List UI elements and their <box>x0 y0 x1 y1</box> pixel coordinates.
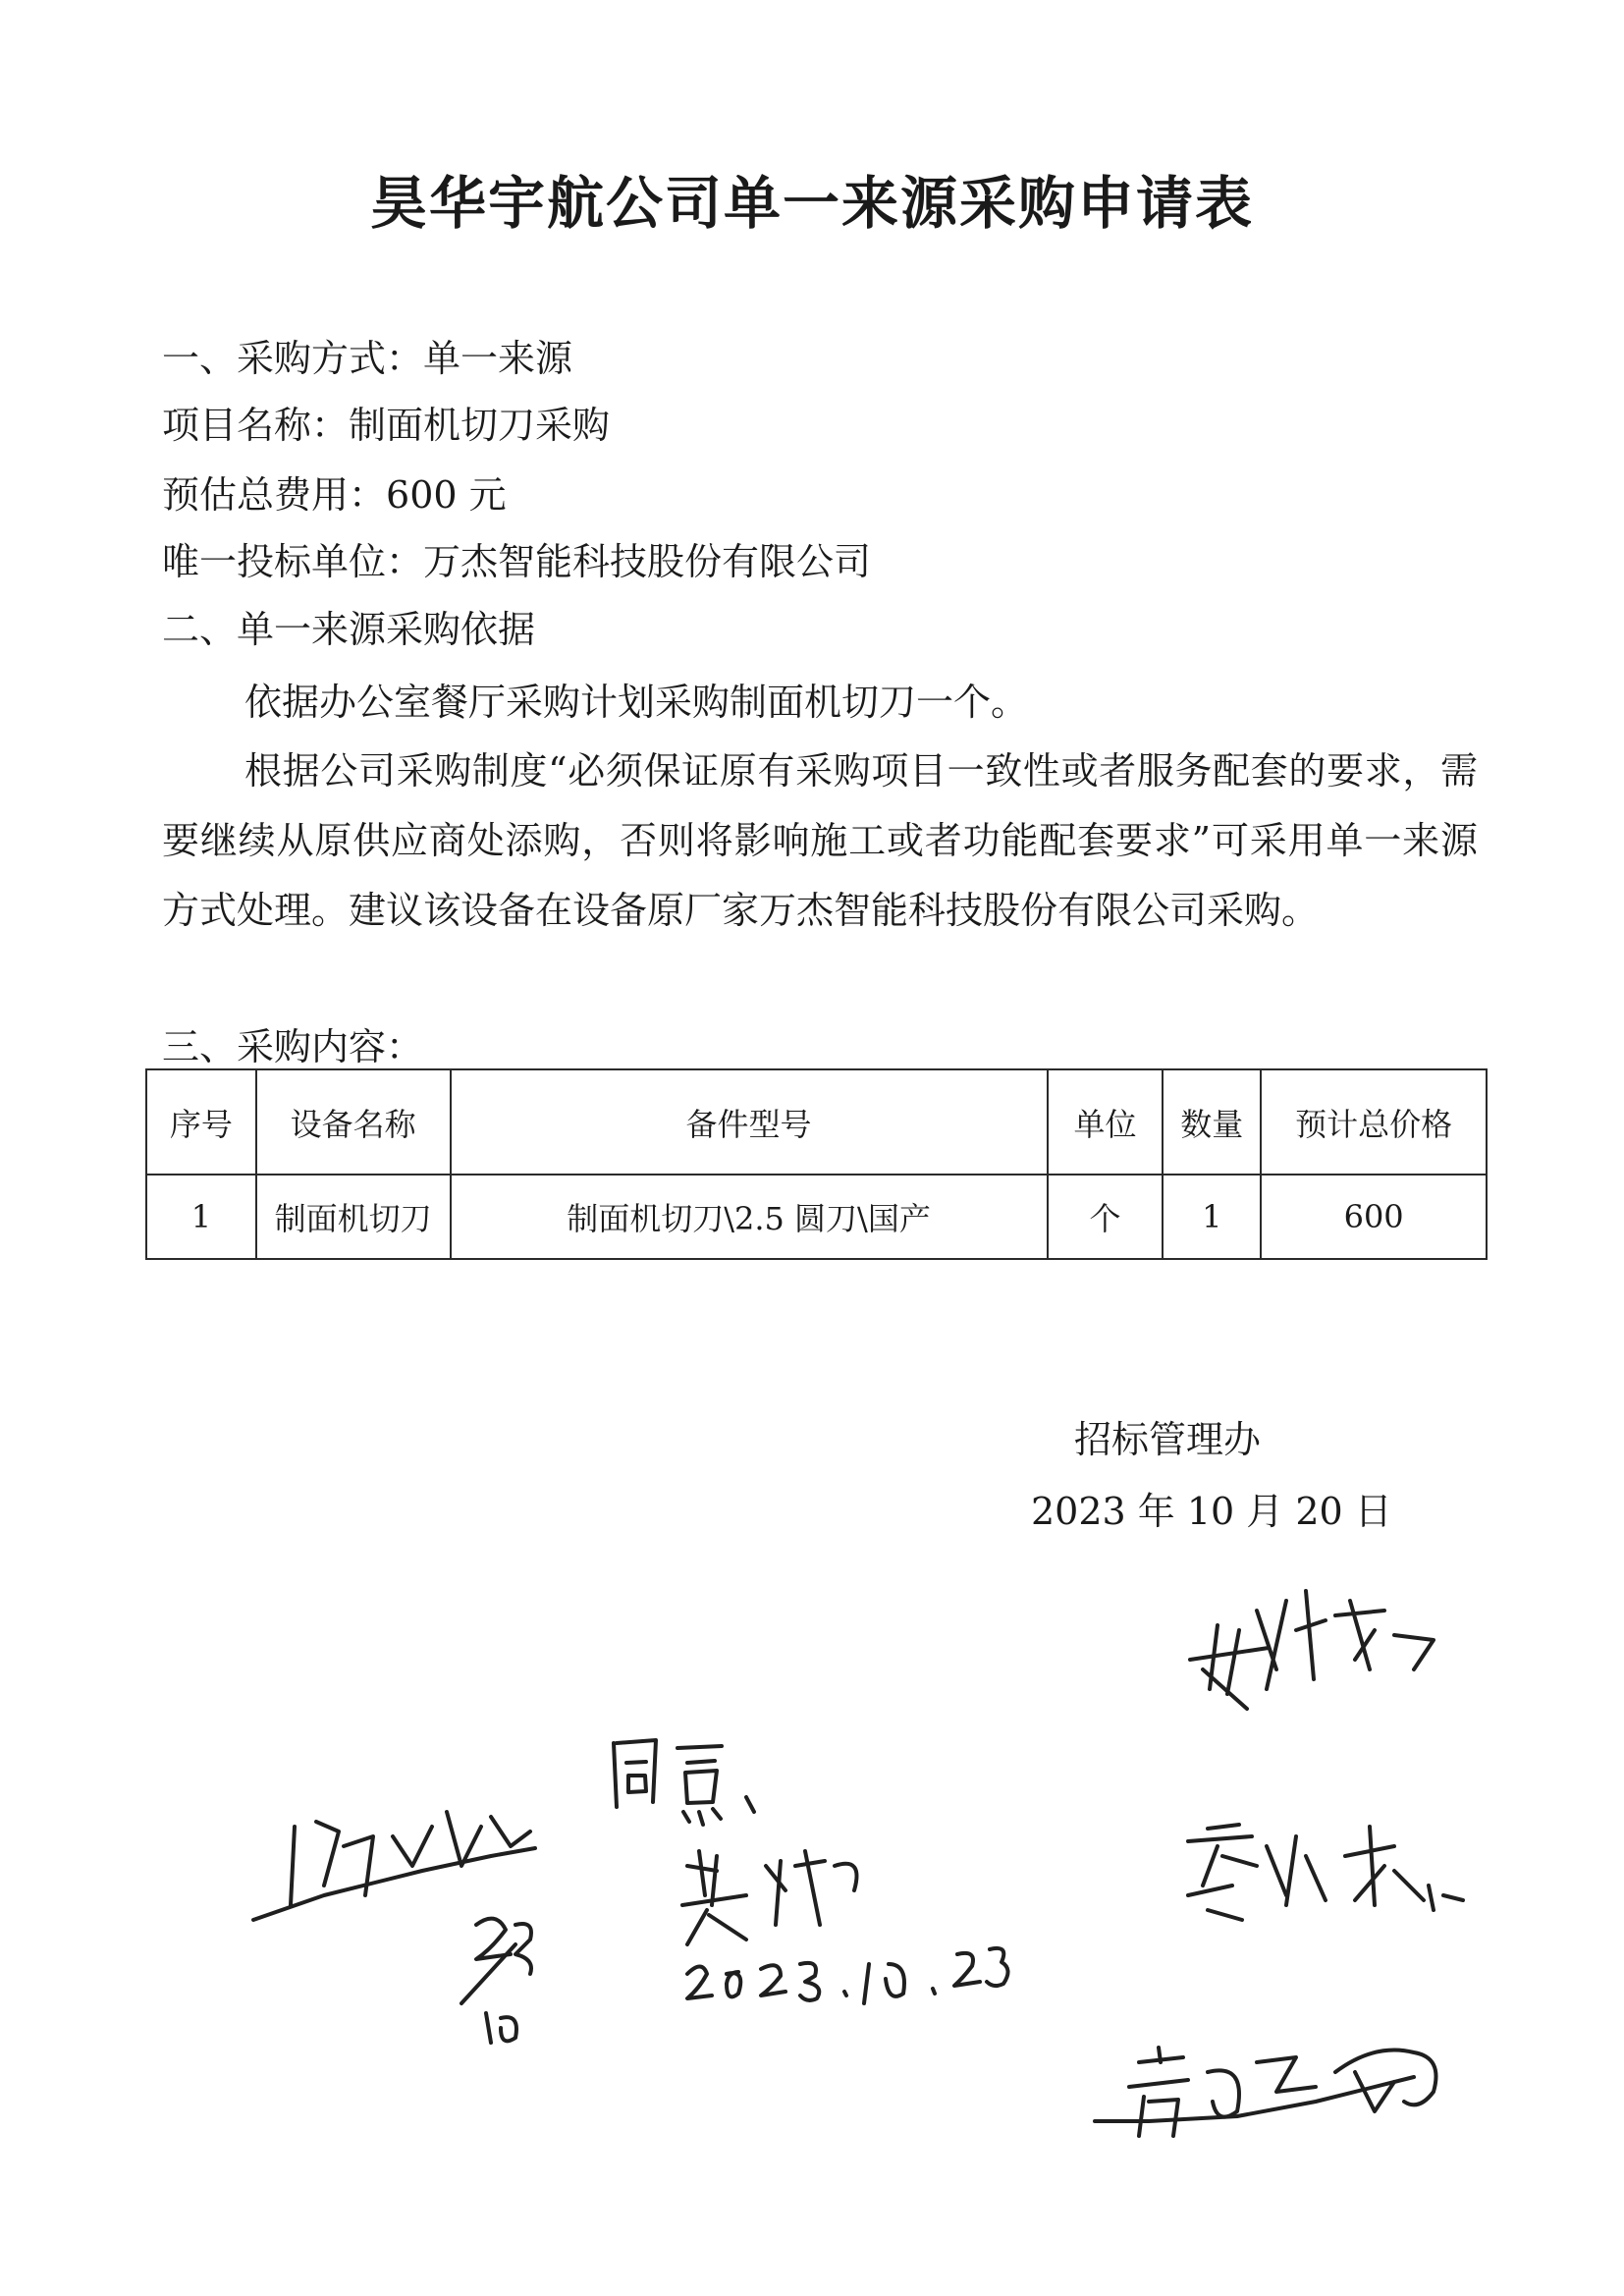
document-title: 昊华宇航公司单一来源采购申请表 <box>369 170 1254 237</box>
header-cell: 备件型号 <box>451 1069 1048 1175</box>
signature-top-right <box>1190 1591 1434 1709</box>
table-cell: 1 <box>146 1175 256 1259</box>
signature-right-middle <box>1188 1825 1463 1920</box>
sole-bidder-label: 唯一投标单位： <box>162 540 424 583</box>
signature-bottom-right <box>1095 2048 1436 2136</box>
issuing-office: 招标管理办 <box>1074 1418 1262 1461</box>
header-cell: 单位 <box>1048 1069 1164 1175</box>
header-cell: 预计总价格 <box>1261 1069 1487 1175</box>
table-header-row <box>146 1069 1487 1175</box>
procurement-items-table <box>145 1068 1488 1260</box>
approval-note-handwriting <box>614 1740 754 1825</box>
signature-approver <box>682 1851 857 1944</box>
table-cell: 制面机切刀 <box>256 1175 451 1259</box>
procurement-method-label: 一、采购方式： <box>162 337 424 380</box>
section3-heading: 三、采购内容： <box>162 1025 424 1068</box>
project-name-value: 制面机切刀采购 <box>349 404 611 447</box>
table-cell: 1 <box>1163 1175 1261 1259</box>
estimated-cost-line <box>162 473 507 517</box>
sole-bidder-value: 万杰智能科技股份有限公司 <box>423 540 872 583</box>
sole-bidder-line <box>162 540 872 583</box>
approval-date-handwriting <box>687 1948 1008 2003</box>
table-cell: 个 <box>1048 1175 1164 1259</box>
header-cell: 数量 <box>1163 1069 1261 1175</box>
basis-paragraph-2: 根据公司采购制度“必须保证原有采购项目一致性或者服务配套的要求，需要继续从原供应商处添购，否则将影响施工或者功能配套要求”可采用单一来源方式处理。建议该设备在设备原厂家万杰智能科技股份有限公司采购。 <box>162 749 1478 932</box>
procurement-method-line <box>162 337 573 380</box>
header-cell: 序号 <box>146 1069 256 1175</box>
procurement-method-value: 单一来源 <box>423 337 573 380</box>
estimated-cost-label: 预估总费用： <box>162 473 387 517</box>
header-cell: 设备名称 <box>256 1069 451 1175</box>
section2-heading: 二、单一来源采购依据 <box>162 608 536 651</box>
estimated-cost-value: 600 元 <box>386 473 507 517</box>
table-row <box>146 1175 1487 1259</box>
signature-left <box>253 1812 535 2043</box>
project-name-line <box>162 404 611 447</box>
basis-paragraph-1: 依据办公室餐厅采购计划采购制面机切刀一个。 <box>244 681 1029 724</box>
project-name-label: 项目名称： <box>162 404 350 447</box>
issue-date: 2023 年 10 月 20 日 <box>1031 1490 1392 1533</box>
table-cell: 制面机切刀\2.5 圆刀\国产 <box>451 1175 1048 1259</box>
table-cell: 600 <box>1261 1175 1487 1259</box>
